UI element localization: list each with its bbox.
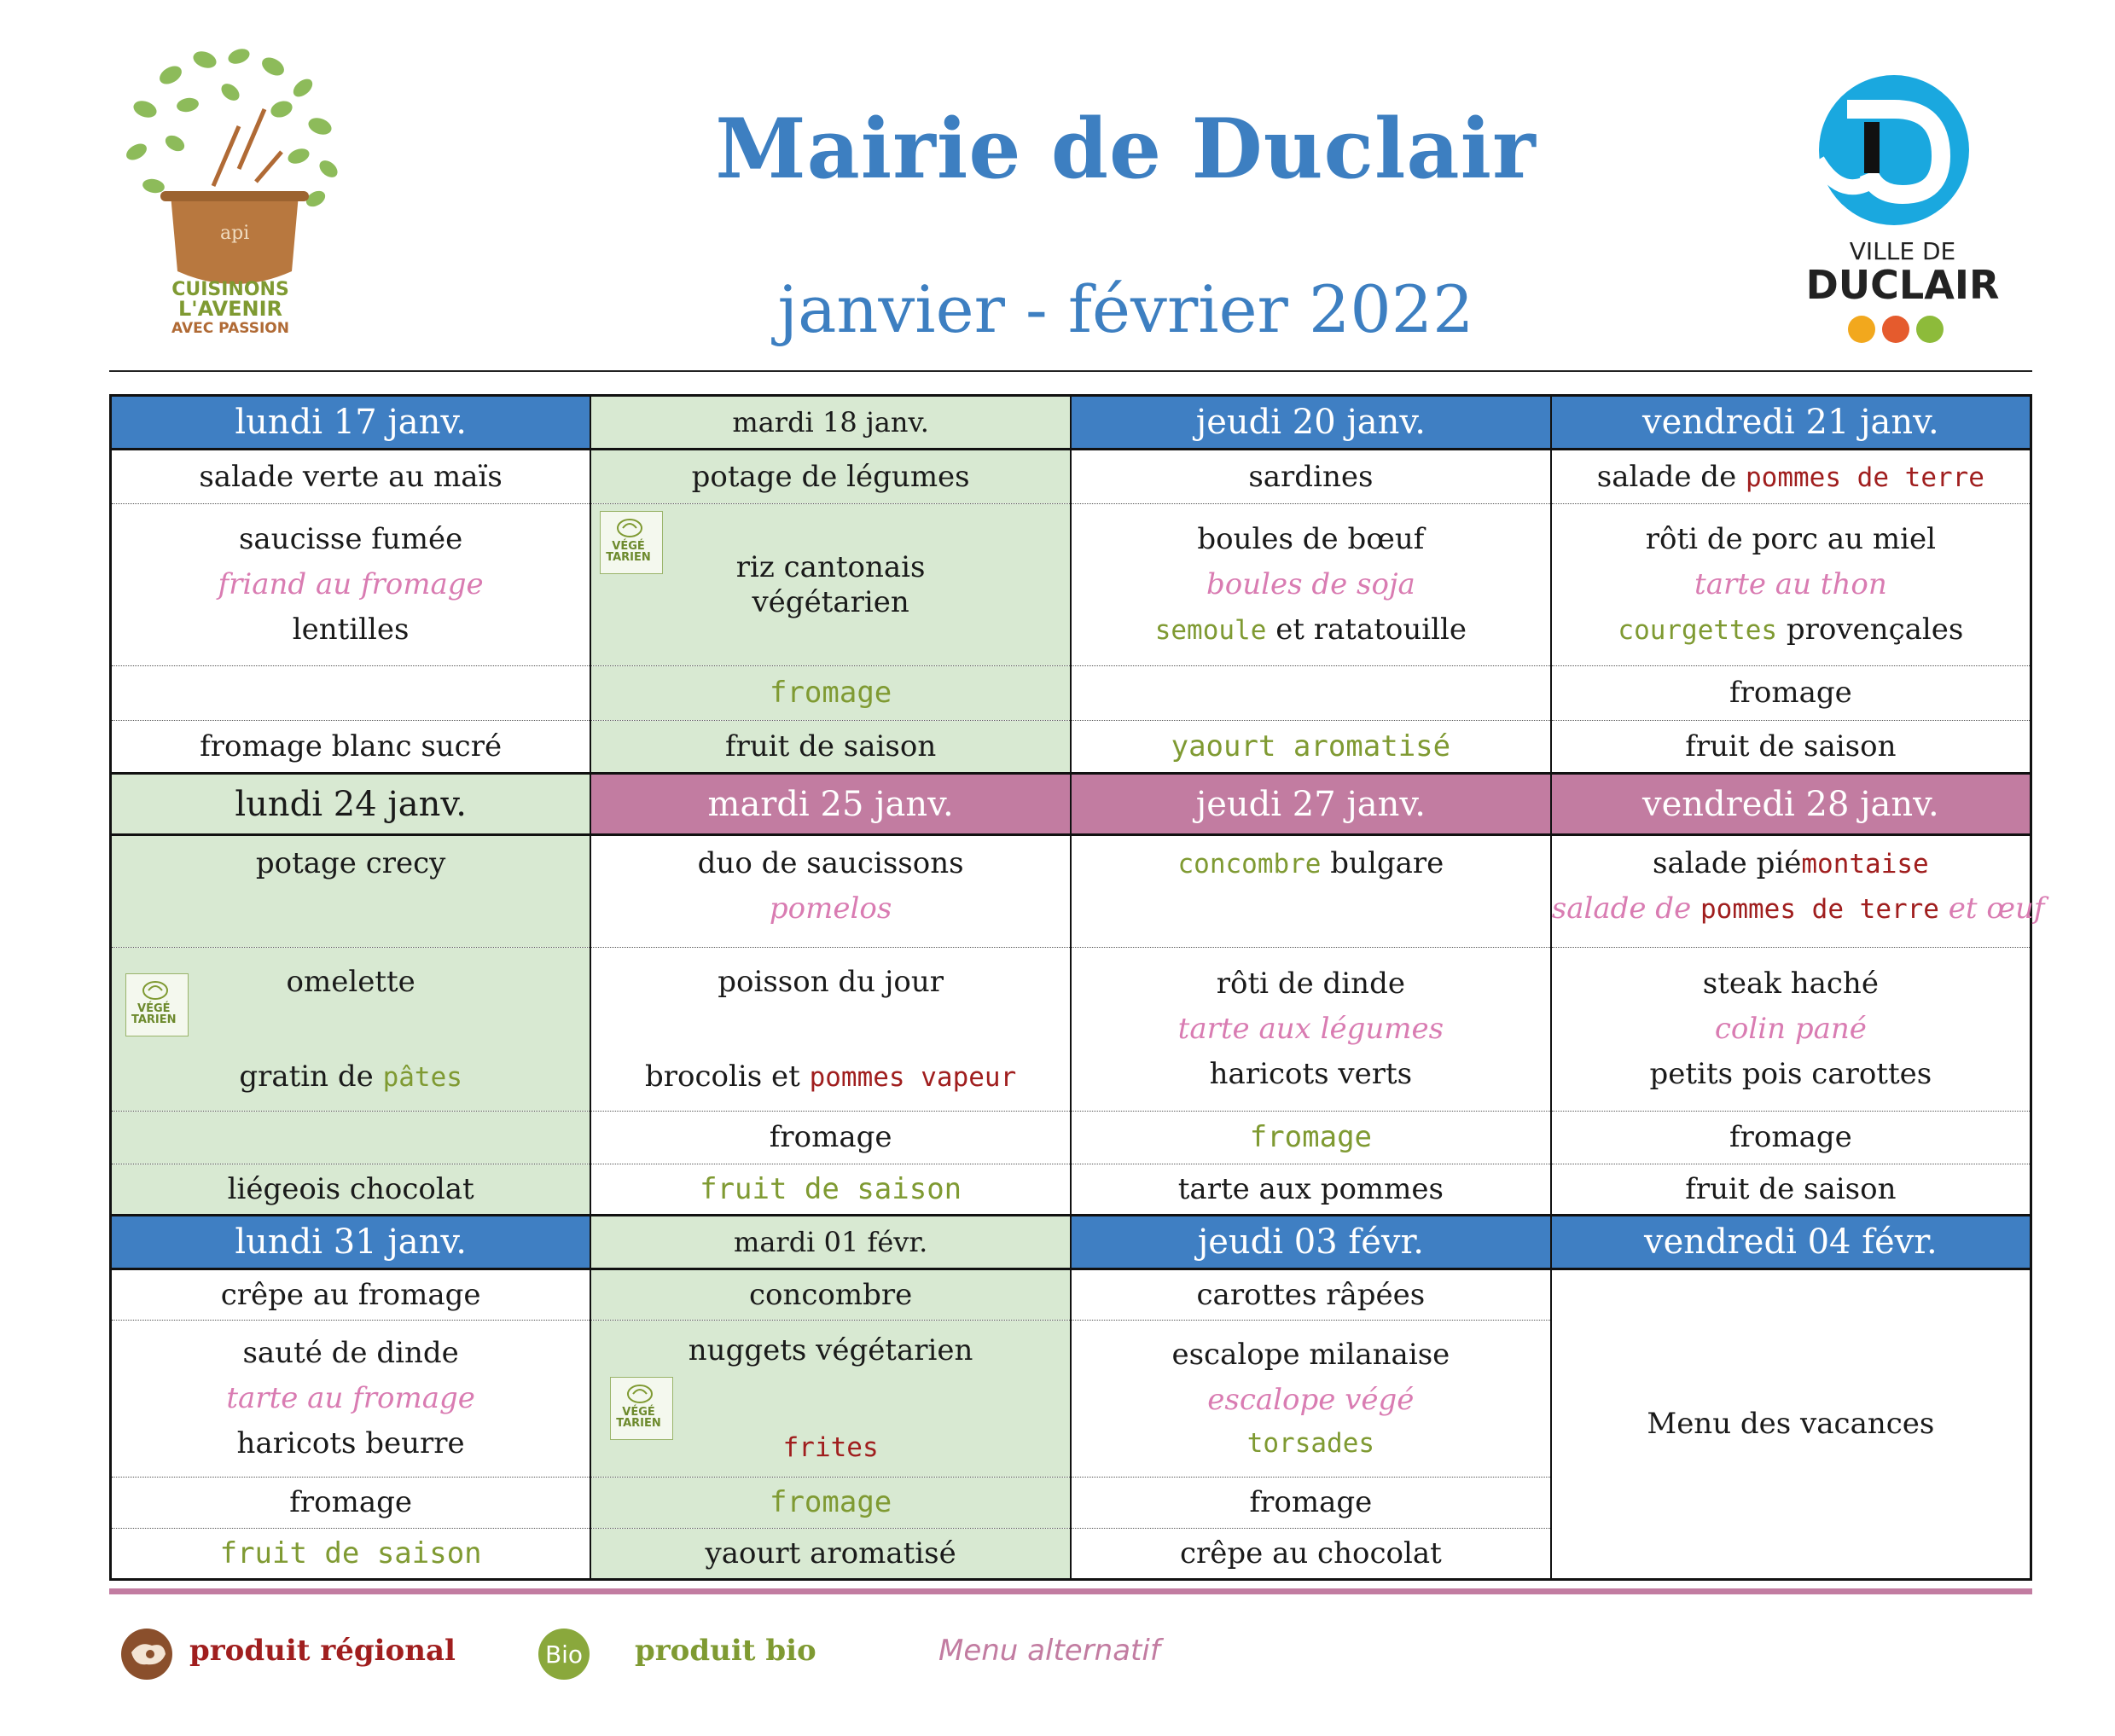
week3-header-row xyxy=(111,1216,2031,1269)
dessert-row xyxy=(111,1164,2031,1216)
bio-leaf-icon xyxy=(536,1627,592,1681)
menu-cell: potage crecy xyxy=(111,835,591,948)
day-header: vendredi 04 févr. xyxy=(1551,1216,2031,1269)
svg-text:Bio: Bio xyxy=(544,1640,584,1669)
svg-text:VILLE DE: VILLE DE xyxy=(1849,237,1956,265)
legend-alternative: Menu alternatif xyxy=(938,1634,1160,1668)
menu-cell: fromage blanc sucré xyxy=(111,721,591,774)
dessert-row xyxy=(111,721,2031,774)
day-header: jeudi 27 janv. xyxy=(1071,774,1551,835)
day-header: lundi 31 janv. xyxy=(111,1216,591,1269)
svg-text:DUCLAIR: DUCLAIR xyxy=(1805,262,2000,308)
table-bottom-strip xyxy=(109,1588,2032,1594)
menu-cell: steak haché colin pané petits pois carottes xyxy=(1551,948,2031,1112)
day-header: vendredi 21 janv. xyxy=(1551,396,2031,450)
day-header: lundi 24 janv. xyxy=(111,774,591,835)
alternative-menu: pomelos xyxy=(769,891,892,926)
menu-table xyxy=(109,394,2045,1581)
bio-product: pâtes xyxy=(382,1061,462,1093)
menu-cell: fromage xyxy=(111,1478,591,1529)
vegetarian-badge-icon: VÉGÉ TARIEN xyxy=(600,511,663,574)
starter-row xyxy=(111,450,2031,504)
week2-header-row xyxy=(111,774,2031,835)
week1-header-row xyxy=(111,396,2031,450)
menu-cell: fromage xyxy=(590,1112,1071,1164)
alternative-menu: tarte au fromage xyxy=(226,1381,475,1416)
svg-text:api: api xyxy=(220,223,250,244)
menu-cell xyxy=(111,666,591,721)
day-header: mardi 25 janv. xyxy=(590,774,1071,835)
bio-product: courgettes xyxy=(1618,614,1778,646)
alternative-menu: colin pané xyxy=(1714,1012,1867,1047)
menu-cell: VÉGÉ TARIEN omelette gratin de pâtes xyxy=(111,948,591,1112)
day-header: mardi 18 janv. xyxy=(590,396,1071,450)
menu-cell: crêpe au chocolat xyxy=(1071,1529,1551,1580)
menu-cell: fromage xyxy=(1551,666,2031,721)
day-header: jeudi 03 févr. xyxy=(1071,1216,1551,1269)
menu-cell: rôti de porc au miel tarte au thon courgettes provençales xyxy=(1551,504,2031,666)
menu-cell: crêpe au fromage xyxy=(111,1269,591,1321)
menu-cell: salade verte au maïs xyxy=(111,450,591,504)
page-title: Mairie de Duclair xyxy=(715,101,1537,197)
regional-product: montaise xyxy=(1801,849,1929,880)
day-header: jeudi 20 janv. xyxy=(1071,396,1551,450)
regional-product: pommes de terre xyxy=(1746,462,1984,493)
svg-text:AVEC PASSION: AVEC PASSION xyxy=(171,320,289,337)
menu-cell: salade de pommes de terre xyxy=(1551,450,2031,504)
vegetarian-badge-icon: VÉGÉ TARIEN xyxy=(610,1377,673,1440)
bio-product: concombre xyxy=(1177,849,1322,880)
bio-product: fromage xyxy=(1071,1112,1551,1164)
starter-row xyxy=(111,1269,2031,1321)
bio-product: fromage xyxy=(590,1478,1071,1529)
day-header: lundi 17 janv. xyxy=(111,396,591,450)
menu-cell: liégeois chocolat xyxy=(111,1164,591,1216)
starter-row xyxy=(111,835,2031,948)
menu-cell xyxy=(111,1112,591,1164)
alternative-menu: escalope végé xyxy=(1207,1382,1415,1417)
page-subtitle: janvier - février 2022 xyxy=(777,271,1474,347)
cheese-row xyxy=(111,666,2031,721)
menu-cell: tarte aux pommes xyxy=(1071,1164,1551,1216)
menu-cell: poisson du jour brocolis et pommes vapeur xyxy=(590,948,1071,1112)
menu-cell: duo de saucissons pomelos xyxy=(590,835,1071,948)
bio-product: yaourt aromatisé xyxy=(1071,721,1551,774)
main-row xyxy=(111,504,2031,666)
menu-cell: fruit de saison xyxy=(1551,1164,2031,1216)
menu-cell: sauté de dinde tarte au fromage haricots beurre xyxy=(111,1321,591,1478)
alternative-menu: boules de soja xyxy=(1206,567,1415,602)
alternative-menu: friand au fromage xyxy=(218,567,484,602)
menu-cell xyxy=(1071,666,1551,721)
svg-text:L'AVENIR: L'AVENIR xyxy=(177,297,283,321)
bio-product: fromage xyxy=(590,666,1071,721)
ville-de-duclair-logo xyxy=(1783,75,2022,348)
legend-regional: produit régional xyxy=(118,1625,459,1685)
menu-cell: saucisse fumée friand au fromage lentilles xyxy=(111,504,591,666)
regional-product: pommes de terre xyxy=(1700,893,1939,925)
menu-cell: fruit de saison xyxy=(590,721,1071,774)
menu-cell: potage de légumes xyxy=(590,450,1071,504)
bio-product: fruit de saison xyxy=(590,1164,1071,1216)
day-header: vendredi 28 janv. xyxy=(1551,774,2031,835)
alternative-menu: tarte aux légumes xyxy=(1177,1012,1444,1047)
menu-cell: concombre xyxy=(590,1269,1071,1321)
menu-cell: boules de bœuf boules de soja semoule et ratatouille xyxy=(1071,504,1551,666)
bio-product: torsades xyxy=(1246,1427,1375,1459)
regional-product: pommes vapeur xyxy=(809,1061,1017,1093)
main-row xyxy=(111,948,2031,1112)
regional-product-icon xyxy=(118,1627,179,1681)
bio-product: semoule xyxy=(1154,614,1267,646)
regional-product: frites xyxy=(782,1432,879,1464)
menu-cell: rôti de dinde tarte aux légumes haricots verts xyxy=(1071,948,1551,1112)
legend-bio: Bio produit bio xyxy=(536,1625,826,1685)
menu-cell: salade piémontaise salade de pommes de terre et œuf xyxy=(1551,835,2031,948)
menu-cell: fromage xyxy=(1551,1112,2031,1164)
day-header: mardi 01 févr. xyxy=(590,1216,1071,1269)
holiday-menu-cell: Menu des vacances xyxy=(1551,1269,2031,1580)
vegetarian-badge-icon: VÉGÉ TARIEN xyxy=(125,973,189,1036)
menu-cell: sardines xyxy=(1071,450,1551,504)
cheese-row xyxy=(111,1112,2031,1164)
menu-cell: yaourt aromatisé xyxy=(590,1529,1071,1580)
menu-cell: VÉGÉ TARIEN nuggets végétarien frites xyxy=(590,1321,1071,1478)
menu-cell: VÉGÉ TARIEN riz cantonais végétarien xyxy=(590,504,1071,666)
svg-text:CUISINONS: CUISINONS xyxy=(171,279,289,300)
menu-cell: carottes râpées xyxy=(1071,1269,1551,1321)
menu-cell: fromage xyxy=(1071,1478,1551,1529)
menu-cell: concombre bulgare xyxy=(1071,835,1551,948)
menu-cell: fruit de saison xyxy=(1551,721,2031,774)
alternative-menu: tarte au thon xyxy=(1694,567,1887,602)
menu-cell: escalope milanaise escalope végé torsades xyxy=(1071,1321,1551,1478)
bio-product: fruit de saison xyxy=(111,1529,591,1580)
header-divider xyxy=(109,370,2032,372)
